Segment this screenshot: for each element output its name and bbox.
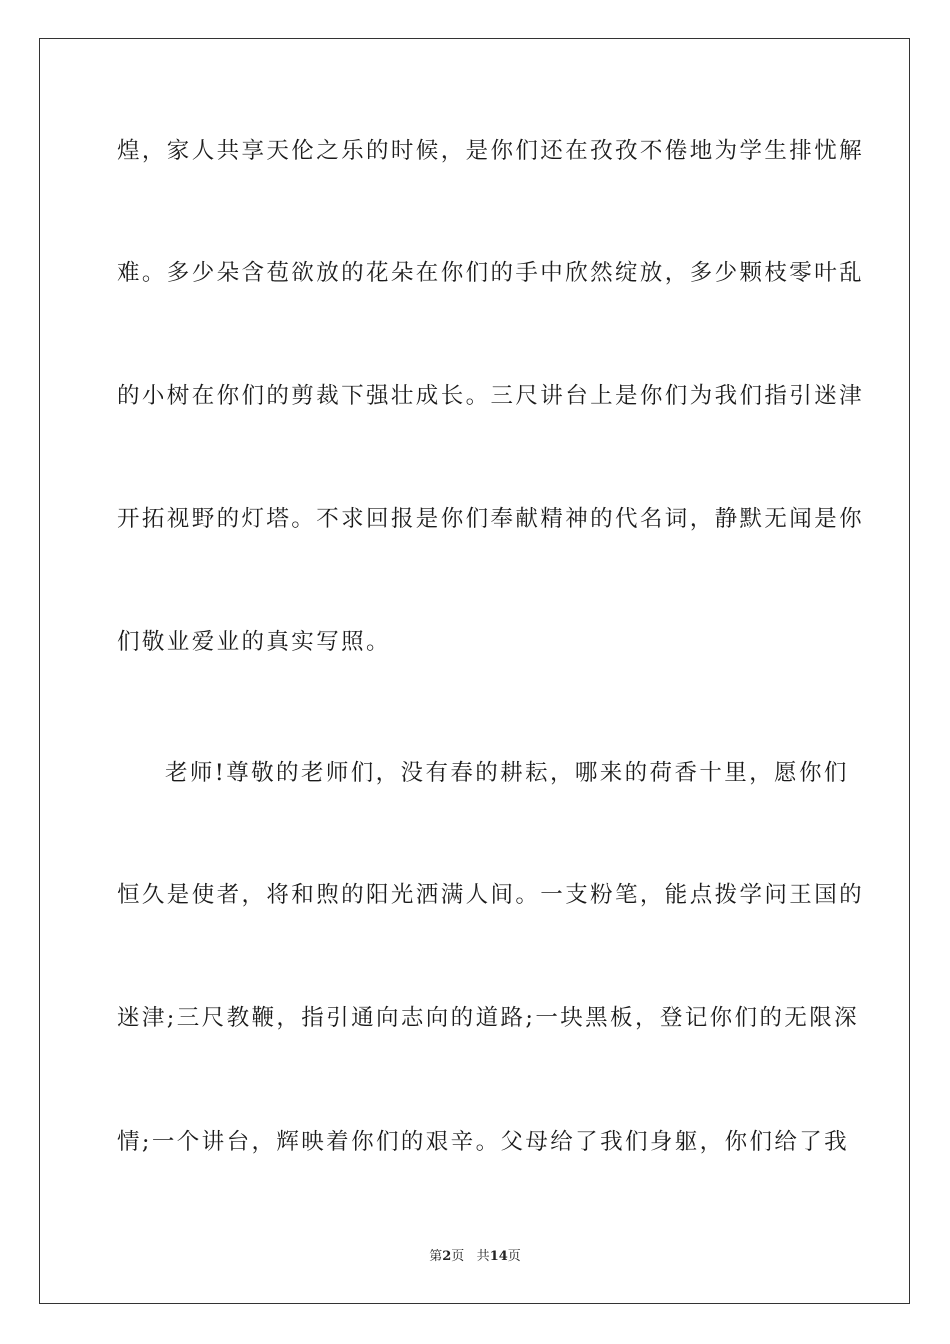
text-line: 们敬业爱业的真实写照。 [117,629,391,655]
text-line: 情;一个讲台，辉映着你们的艰辛。父母给了我们身躯，你们给了我 [117,1129,850,1155]
text-line: 老师!尊敬的老师们，没有春的耕耘，哪来的荷香十里，愿你们 [165,760,849,786]
page-suffix: 页 [451,1249,465,1264]
total-pages: 14 [489,1249,508,1264]
total-suffix: 页 [507,1249,521,1264]
page-number: 2 [442,1249,452,1264]
text-line: 难。多少朵含苞欲放的花朵在你们的手中欣然绽放，多少颗枝零叶乱 [117,260,865,286]
text-line: 的小树在你们的剪裁下强壮成长。三尺讲台上是你们为我们指引迷津 [117,383,865,409]
page-footer [0,1248,950,1266]
text-line: 恒久是使者，将和煦的阳光洒满人间。一支粉笔，能点拨学问王国的 [117,882,865,908]
text-line: 煌，家人共享天伦之乐的时候，是你们还在孜孜不倦地为学生排忧解 [117,138,865,164]
total-prefix: 共 [476,1249,490,1264]
text-line: 迷津;三尺教鞭，指引通向志向的道路;一块黑板，登记你们的无限深 [117,1005,860,1031]
text-line: 开拓视野的灯塔。不求回报是你们奉献精神的代名词，静默无闻是你 [117,506,865,532]
page-prefix: 第 [429,1249,443,1264]
page-border [39,38,910,1304]
